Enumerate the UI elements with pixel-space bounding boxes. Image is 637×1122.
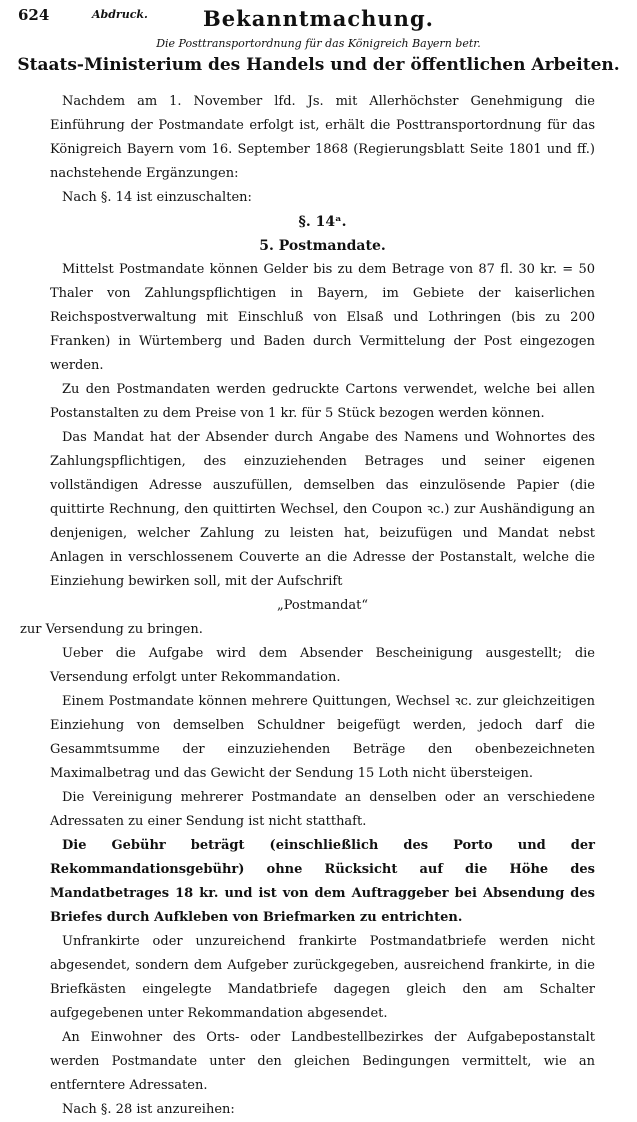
paragraph-local-residents: An Einwohner des Orts- oder Landbestellbezirkes der Aufgabepostanstalt werden Postmandate unter den gleichen Bedingungen vermittelt, wie an entferntere Adressaten. <box>50 1030 595 1093</box>
paragraph-append-note: Nach §. 28 ist anzureihen: <box>62 1102 235 1117</box>
paragraph-receipt: Ueber die Aufgabe wird dem Absender Bescheinigung ausgestellt; die Versendung erfolgt unter Rekommandation. <box>50 646 595 685</box>
paragraph-multiple-receipts: Einem Postmandate können mehrere Quittungen, Wechsel ꝛc. zur gleichzeitigen Einziehung von demselben Schuldner beigefügt werden, jedoch darf die Gesammtsumme der einzuziehenden Beträge den obenbezeichneten Maximalbetrag und das Gewicht der Sendung 15 Loth nicht übersteigen. <box>50 694 595 781</box>
paragraph-insert-note: Nach §. 14 ist einzuschalten: <box>62 190 252 205</box>
ministry-heading: Staats-Ministerium des Handels und der öffentlichen Arbeiten. <box>17 55 620 75</box>
page-header <box>0 6 637 36</box>
section-number: §. 14ᵃ. <box>298 214 347 230</box>
paragraph-intro: Nachdem am 1. November lfd. Js. mit Allerhöchster Genehmigung die Einführung der Postmandate erfolgt ist, erhält die Posttransportordnung für das Königreich Bayern vom 16. September 1868 (Regierungsblatt Seite 1801 und ff.) nachstehende Ergänzungen: <box>50 94 595 181</box>
paragraph-fee: Die Gebühr beträgt (einschließlich des Porto und der Rekommandationsgebühr) ohne Rücksicht auf die Höhe des Mandatbetrages 18 kr. und ist von dem Auftraggeber bei Absendung des Briefes durch Aufkleben von Briefmarken zu entrichten. <box>50 838 595 925</box>
page-number: 624 <box>18 6 50 24</box>
paragraph-combination: Die Vereinigung mehrerer Postmandate an denselben oder an verschiedene Adressaten zu einer Sendung ist nicht statthaft. <box>50 790 595 829</box>
abdruck-label: Abdruck. <box>92 8 148 21</box>
subtitle: Die Posttransportordnung für das Königreich Bayern betr. <box>156 37 481 50</box>
paragraph-dispatch: zur Versendung zu bringen. <box>20 622 203 637</box>
document-body <box>20 90 595 1122</box>
quote-postmandat: „Postmandat“ <box>276 598 369 613</box>
section-title: 5. Postmandate. <box>259 238 386 254</box>
paragraph-cartons: Zu den Postmandaten werden gedruckte Cartons verwendet, welche bei allen Postanstalten zu dem Preise von 1 kr. für 5 Stück bezogen werden können. <box>50 382 595 421</box>
page-title: Bekanntmachung. <box>203 6 434 31</box>
paragraph-mandate-procedure: Das Mandat hat der Absender durch Angabe des Namens und Wohnortes des Zahlungspflichtigen, des einzuziehenden Betrages und seiner eigenen vollständigen Adresse auszufüllen, demselben das einzulösende Papier (die quittirte Rechnung, den quittirten Wechsel, den Coupon ꝛc.) zur Aushändigung an denjenigen, welcher Zahlung zu leisten hat, beizufügen und Mandat nebst Anlagen in verschlossenem Couverte an die Adresse der Postanstalt, welche die Einziehung bewirken soll, mit der Aufschrift <box>50 430 595 589</box>
paragraph-postmandate-amount: Mittelst Postmandate können Gelder bis zu dem Betrage von 87 fl. 30 kr. = 50 Thaler von Zahlungspflichtigen in Bayern, im Gebiete der kaiserlichen Reichspostverwaltung mit Einschluß von Elsaß und Lothringen (bis zu 200 Franken) in Würtemberg und Baden durch Vermittelung der Post eingezogen werden. <box>50 262 595 373</box>
paragraph-unfranked: Unfrankirte oder unzureichend frankirte Postmandatbriefe werden nicht abgesendet, sondern dem Aufgeber zurückgegeben, ausreichend frankirte, in die Briefkästen eingelegte Mandatbriefe dagegen gleich den am Schalter aufgegebenen unter Rekommandation abgesendet. <box>50 934 595 1021</box>
